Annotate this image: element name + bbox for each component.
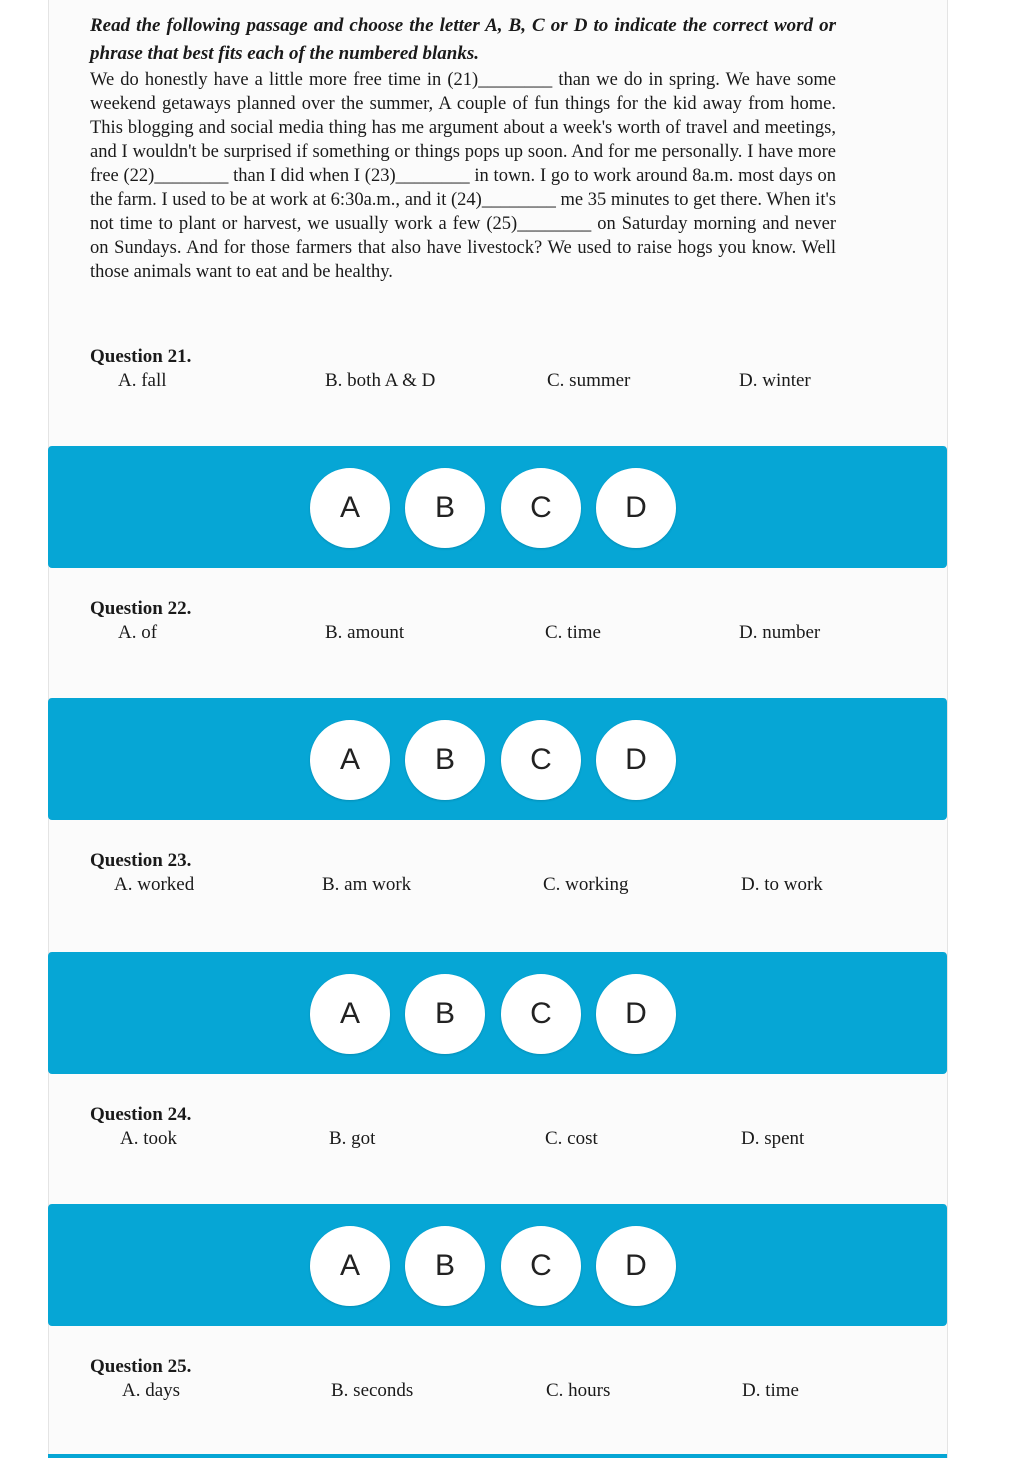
passage-text: We do honestly have a little more free time in (21)________ than we do in spring. We have some weekend getaways planned over the summer, A couple of fun things for the kid away from home. This blogging and social media thing has me argument about a week's worth of travel and meetings, and I wouldn't be surprised if something or things pops up soon. And for me personally. I have more free (22)________ than I did when I (23)________ in town. I go to work around 8a.m. most days on the farm. I used to be at work at 6:30a.m., and it (24)________ me 35 minutes to get there. When it's not time to plant or harvest, we usually work a few (25)________ on Saturday morning and never on Sundays. And for those farmers that also have livestock? We used to raise hogs you know. Well those animals want to eat and be healthy. <box>90 70 836 282</box>
answer-button-d[interactable]: D <box>596 974 676 1054</box>
answer-button-a[interactable]: A <box>310 974 390 1054</box>
question-card-24 <box>49 1086 946 1205</box>
option-d: D. spent <box>741 1128 805 1149</box>
question-title: Question 23. <box>90 850 192 871</box>
option-c: C. cost <box>545 1128 598 1149</box>
answer-button-b[interactable]: B <box>405 720 485 800</box>
answer-band-22 <box>48 698 947 820</box>
question-title: Question 21. <box>90 346 192 367</box>
answer-button-b[interactable]: B <box>405 468 485 548</box>
option-d: D. winter <box>739 370 811 391</box>
option-a: A. days <box>122 1380 181 1401</box>
answer-band-24 <box>48 1204 947 1326</box>
question-card-21 <box>49 340 946 447</box>
passage <box>90 12 836 284</box>
option-c: C. working <box>543 874 629 895</box>
answer-button-c[interactable]: C <box>501 720 581 800</box>
option-b: B. am work <box>322 874 412 895</box>
answer-band-edge <box>48 1454 947 1458</box>
option-a: A. fall <box>118 370 167 391</box>
answer-button-c[interactable]: C <box>501 974 581 1054</box>
answer-button-c[interactable]: C <box>501 1226 581 1306</box>
option-d: D. to work <box>741 874 823 895</box>
answer-button-a[interactable]: A <box>310 720 390 800</box>
answer-button-d[interactable]: D <box>596 468 676 548</box>
answer-band-21 <box>48 446 947 568</box>
question-card-25 <box>49 1338 946 1454</box>
question-card-23 <box>49 832 946 953</box>
option-c: C. hours <box>546 1380 611 1401</box>
option-d: D. time <box>742 1380 799 1401</box>
option-d: D. number <box>739 622 821 643</box>
answer-button-b[interactable]: B <box>405 1226 485 1306</box>
option-a: A. took <box>120 1128 177 1149</box>
question-title: Question 24. <box>90 1104 192 1125</box>
question-title: Question 25. <box>90 1356 192 1377</box>
instruction-text: Read the following passage and choose the letter A, B, C or D to indicate the correct word or phrase that best fits each of the numbered blanks. <box>90 15 836 64</box>
answer-button-a[interactable]: A <box>310 1226 390 1306</box>
answer-button-d[interactable]: D <box>596 1226 676 1306</box>
option-a: A. worked <box>114 874 195 895</box>
question-card-22 <box>49 580 946 699</box>
option-b: B. amount <box>325 622 405 643</box>
answer-band-23 <box>48 952 947 1074</box>
option-c: C. time <box>545 622 601 643</box>
answer-button-c[interactable]: C <box>501 468 581 548</box>
option-b: B. both A & D <box>325 370 436 391</box>
option-b: B. seconds <box>331 1380 414 1401</box>
answer-button-d[interactable]: D <box>596 720 676 800</box>
question-title: Question 22. <box>90 598 192 619</box>
answer-button-a[interactable]: A <box>310 468 390 548</box>
answer-button-b[interactable]: B <box>405 974 485 1054</box>
option-c: C. summer <box>547 370 631 391</box>
option-a: A. of <box>118 622 158 643</box>
option-b: B. got <box>329 1128 376 1149</box>
